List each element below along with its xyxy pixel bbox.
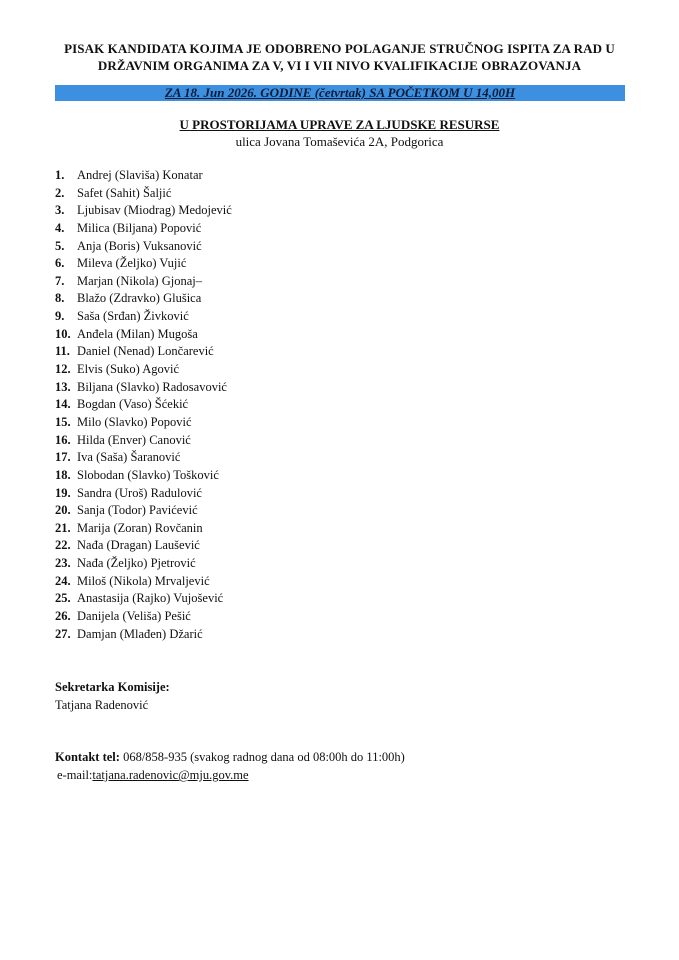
candidate-item bbox=[55, 626, 475, 644]
candidate-name: Anastasija (Rajko) Vujošević bbox=[77, 591, 224, 606]
candidate-item bbox=[55, 537, 475, 555]
contact-label: Kontakt tel: bbox=[55, 750, 120, 764]
candidate-name: Bogdan (Vaso) Šćekić bbox=[77, 397, 189, 412]
candidate-name: Milica (Biljana) Popović bbox=[77, 220, 202, 235]
candidate-item bbox=[55, 590, 475, 608]
candidate-item bbox=[55, 396, 475, 414]
candidate-name: Hilda (Enver) Canović bbox=[77, 432, 191, 447]
candidate-number: 5. bbox=[55, 238, 65, 253]
candidate-number: 25. bbox=[55, 591, 71, 606]
candidate-item bbox=[55, 343, 475, 361]
candidate-item bbox=[55, 238, 475, 256]
contact-phone: 068/858-935 (svakog radnog dana od 08:00h do 11:00h) bbox=[119, 750, 405, 764]
document-title-line1: PISAK KANDIDATA KOJIMA JE ODOBRENO POLAGANJE STRUČNOG ISPITA ZA RAD U bbox=[64, 41, 615, 56]
candidate-item bbox=[55, 502, 475, 520]
candidate-number: 19. bbox=[55, 485, 71, 500]
candidate-item bbox=[55, 573, 475, 591]
candidate-number: 1. bbox=[55, 168, 65, 182]
candidate-item bbox=[55, 414, 475, 432]
candidate-name: Iva (Saša) Šaranović bbox=[77, 450, 181, 465]
document-title-line2: DRŽAVNIM ORGANIMA ZA V, VI I VII NIVO KVALIFIKACIJE OBRAZOVANJA bbox=[97, 58, 582, 73]
candidate-number: 22. bbox=[55, 538, 71, 553]
candidate-number: 7. bbox=[55, 273, 65, 288]
venue-address: ulica Jovana Tomaševića 2A, Podgorica bbox=[235, 134, 444, 149]
candidate-name: Elvis (Suko) Agović bbox=[77, 362, 180, 377]
candidate-item bbox=[55, 273, 475, 291]
candidate-item bbox=[55, 202, 475, 220]
candidate-number: 10. bbox=[55, 326, 71, 341]
candidate-name: Ljubisav (Miodrag) Medojević bbox=[77, 203, 232, 218]
exam-date: ZA 18. Jun 2026. GODINE (četvrtak) SA POČETKOM U 14,00H bbox=[164, 85, 516, 100]
contact-line bbox=[55, 749, 405, 765]
candidate-name: Biljana (Slavko) Radosavović bbox=[77, 379, 227, 394]
secretary-label: Sekretarka Komisije: bbox=[55, 680, 170, 694]
candidate-number: 4. bbox=[55, 220, 65, 235]
candidate-number: 23. bbox=[55, 556, 71, 571]
candidate-item bbox=[55, 555, 475, 573]
candidate-name: Sanja (Todor) Pavićević bbox=[77, 503, 198, 518]
candidate-name: Daniel (Nenad) Lončarević bbox=[77, 344, 214, 359]
candidate-name: Mileva (Željko) Vujić bbox=[77, 256, 187, 271]
email-link[interactable]: tatjana.radenovic@mju.gov.me bbox=[92, 768, 249, 782]
candidate-name: Blažo (Zdravko) Glušica bbox=[77, 291, 202, 306]
candidate-number: 12. bbox=[55, 362, 71, 377]
candidate-item bbox=[55, 255, 475, 273]
candidate-name: Slobodan (Slavko) Tošković bbox=[77, 467, 219, 482]
candidate-item bbox=[55, 326, 475, 344]
candidate-item bbox=[55, 485, 475, 503]
candidate-name: Sandra (Uroš) Radulović bbox=[77, 485, 202, 500]
candidate-item bbox=[55, 290, 475, 308]
candidate-item bbox=[55, 361, 475, 379]
candidate-name: Marija (Zoran) Rovčanin bbox=[77, 520, 203, 535]
candidate-item bbox=[55, 432, 475, 450]
candidate-number: 15. bbox=[55, 414, 71, 429]
candidate-item bbox=[55, 449, 475, 467]
candidate-number: 18. bbox=[55, 467, 71, 482]
candidate-number: 21. bbox=[55, 520, 71, 535]
candidate-name: Marjan (Nikola) Gjonaj– bbox=[77, 273, 202, 288]
candidate-number: 24. bbox=[55, 573, 71, 588]
candidate-item bbox=[55, 520, 475, 538]
candidate-item bbox=[55, 220, 475, 238]
candidate-name: Andrej (Slaviša) Konatar bbox=[77, 168, 203, 182]
candidate-number: 20. bbox=[55, 503, 71, 518]
candidate-name: Anja (Boris) Vuksanović bbox=[77, 238, 202, 253]
candidate-list bbox=[55, 167, 475, 643]
candidate-number: 9. bbox=[55, 309, 65, 324]
email-label: e-mail: bbox=[57, 768, 93, 782]
candidate-number: 2. bbox=[55, 185, 65, 200]
candidate-item bbox=[55, 467, 475, 485]
candidate-number: 6. bbox=[55, 256, 65, 271]
email-line bbox=[57, 767, 249, 783]
candidate-number: 13. bbox=[55, 379, 71, 394]
secretary-name: Tatjana Radenović bbox=[55, 698, 149, 712]
candidate-name: Anđela (Milan) Mugoša bbox=[77, 326, 198, 341]
candidate-item bbox=[55, 379, 475, 397]
candidate-item bbox=[55, 185, 475, 203]
candidate-name: Milo (Slavko) Popović bbox=[77, 414, 192, 429]
candidate-number: 11. bbox=[55, 344, 70, 359]
candidate-number: 27. bbox=[55, 626, 71, 641]
candidate-name: Safet (Sahit) Šaljić bbox=[77, 185, 172, 200]
candidate-name: Miloš (Nikola) Mrvaljević bbox=[77, 573, 210, 588]
exam-venue: U PROSTORIJAMA UPRAVE ZA LJUDSKE RESURSE bbox=[179, 117, 500, 132]
candidate-number: 17. bbox=[55, 450, 71, 465]
candidate-number: 14. bbox=[55, 397, 71, 412]
candidate-number: 3. bbox=[55, 203, 65, 218]
candidate-name: Nađa (Dragan) Laušević bbox=[77, 538, 200, 553]
candidate-name: Saša (Srđan) Živković bbox=[77, 309, 189, 324]
candidate-number: 8. bbox=[55, 291, 65, 306]
candidate-name: Danijela (Veliša) Pešić bbox=[77, 609, 191, 624]
candidate-item bbox=[55, 308, 475, 326]
candidate-item bbox=[55, 608, 475, 626]
candidate-number: 16. bbox=[55, 432, 71, 447]
candidate-name: Damjan (Mlađen) Džarić bbox=[77, 626, 203, 641]
candidate-number: 26. bbox=[55, 609, 71, 624]
candidate-name: Nađa (Željko) Pjetrović bbox=[77, 556, 196, 571]
candidate-item bbox=[55, 167, 475, 185]
